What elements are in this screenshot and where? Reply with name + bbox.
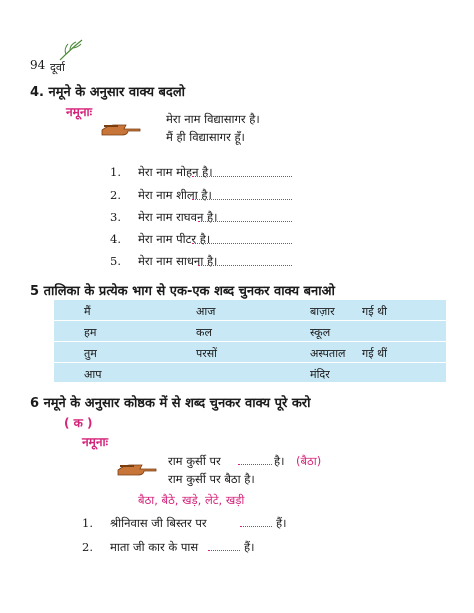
- table-cell: अस्पताल: [310, 347, 346, 360]
- exercise-sentence: मेरा नाम शीला है।: [138, 188, 212, 202]
- table-divider: [54, 320, 446, 321]
- section6-title: 6 नमूने के अनुसार कोष्ठक में से शब्द चुनकर वाक्य पूरे करो: [30, 396, 311, 411]
- answer-blank[interactable]: [192, 176, 292, 177]
- table-cell: बाज़ार: [310, 305, 335, 318]
- book-title: दूर्वा: [50, 61, 65, 74]
- table-cell: परसों: [196, 347, 218, 360]
- exercise-sentence: मेरा नाम पीटर है।: [138, 232, 211, 246]
- answer-blank[interactable]: [208, 550, 240, 551]
- section6-sample-line1-b: है।: [274, 454, 285, 468]
- table-cell: तुम: [84, 347, 97, 360]
- item-number: 5.: [110, 254, 121, 268]
- table-cell: मैं: [84, 305, 91, 318]
- exercise-sentence: माता जी कार के पास: [110, 540, 199, 554]
- table-cell: आज: [196, 305, 216, 318]
- answer-blank[interactable]: [192, 199, 292, 200]
- answer-blank[interactable]: [240, 526, 272, 527]
- exercise-sentence-end: हैं।: [276, 516, 287, 530]
- answer-blank[interactable]: [192, 243, 292, 244]
- section6-sample-label: नमूनाः: [82, 435, 109, 449]
- item-number: 3.: [110, 210, 121, 224]
- section6-sample-hint: (बैठा): [296, 454, 322, 468]
- item-number: 2.: [110, 188, 121, 202]
- section4-sample-label: नमूनाः: [66, 105, 93, 119]
- page-number: 94: [30, 58, 46, 72]
- answer-blank: [238, 464, 272, 465]
- section4-title: 4. नमूने के अनुसार वाक्य बदलो: [30, 85, 186, 100]
- table-cell: गई थीं: [362, 347, 387, 360]
- table-cell: आप: [84, 368, 102, 381]
- item-number: 2.: [82, 540, 93, 554]
- section6-part-label: ( क ): [64, 416, 93, 430]
- table-cell: कल: [196, 326, 212, 339]
- section6-sample-line1-a: राम कुर्सी पर: [168, 454, 221, 468]
- exercise-sentence: मेरा नाम मोहन है।: [138, 165, 213, 179]
- exercise-sentence: मेरा नाम राघवन है।: [138, 210, 218, 224]
- leaf-logo-icon: [58, 38, 84, 62]
- table-cell: गई थी: [362, 305, 387, 318]
- table-cell: हम: [84, 326, 97, 339]
- table-cell: स्कूल: [310, 326, 331, 339]
- section5-title: 5 तालिका के प्रत्येक भाग से एक-एक शब्द चुनकर वाक्य बनाओ: [30, 284, 335, 299]
- item-number: 1.: [110, 165, 121, 179]
- section4-sample-line2: मैं ही विद्यासागर हूँ।: [166, 130, 245, 144]
- pointing-hand-icon: [100, 115, 142, 137]
- item-number: 1.: [82, 516, 93, 530]
- exercise-sentence-end: हैं।: [244, 540, 255, 554]
- table-divider: [54, 362, 446, 363]
- item-number: 4.: [110, 232, 121, 246]
- pointing-hand-icon: [116, 455, 158, 477]
- answer-blank[interactable]: [198, 221, 292, 222]
- exercise-sentence: मेरा नाम साधना है।: [138, 254, 218, 268]
- answer-blank[interactable]: [198, 265, 292, 266]
- section6-sample-line2: राम कुर्सी पर बैठा है।: [168, 472, 255, 486]
- exercise-sentence: श्रीनिवास जी बिस्तर पर: [110, 516, 207, 530]
- word-options: बैठा, बैठे, खड़े, लेटे, खड़ी: [138, 493, 245, 507]
- table-cell: मंदिर: [310, 368, 330, 381]
- section4-sample-line1: मेरा नाम विद्यासागर है।: [166, 112, 260, 126]
- table-divider: [54, 341, 446, 342]
